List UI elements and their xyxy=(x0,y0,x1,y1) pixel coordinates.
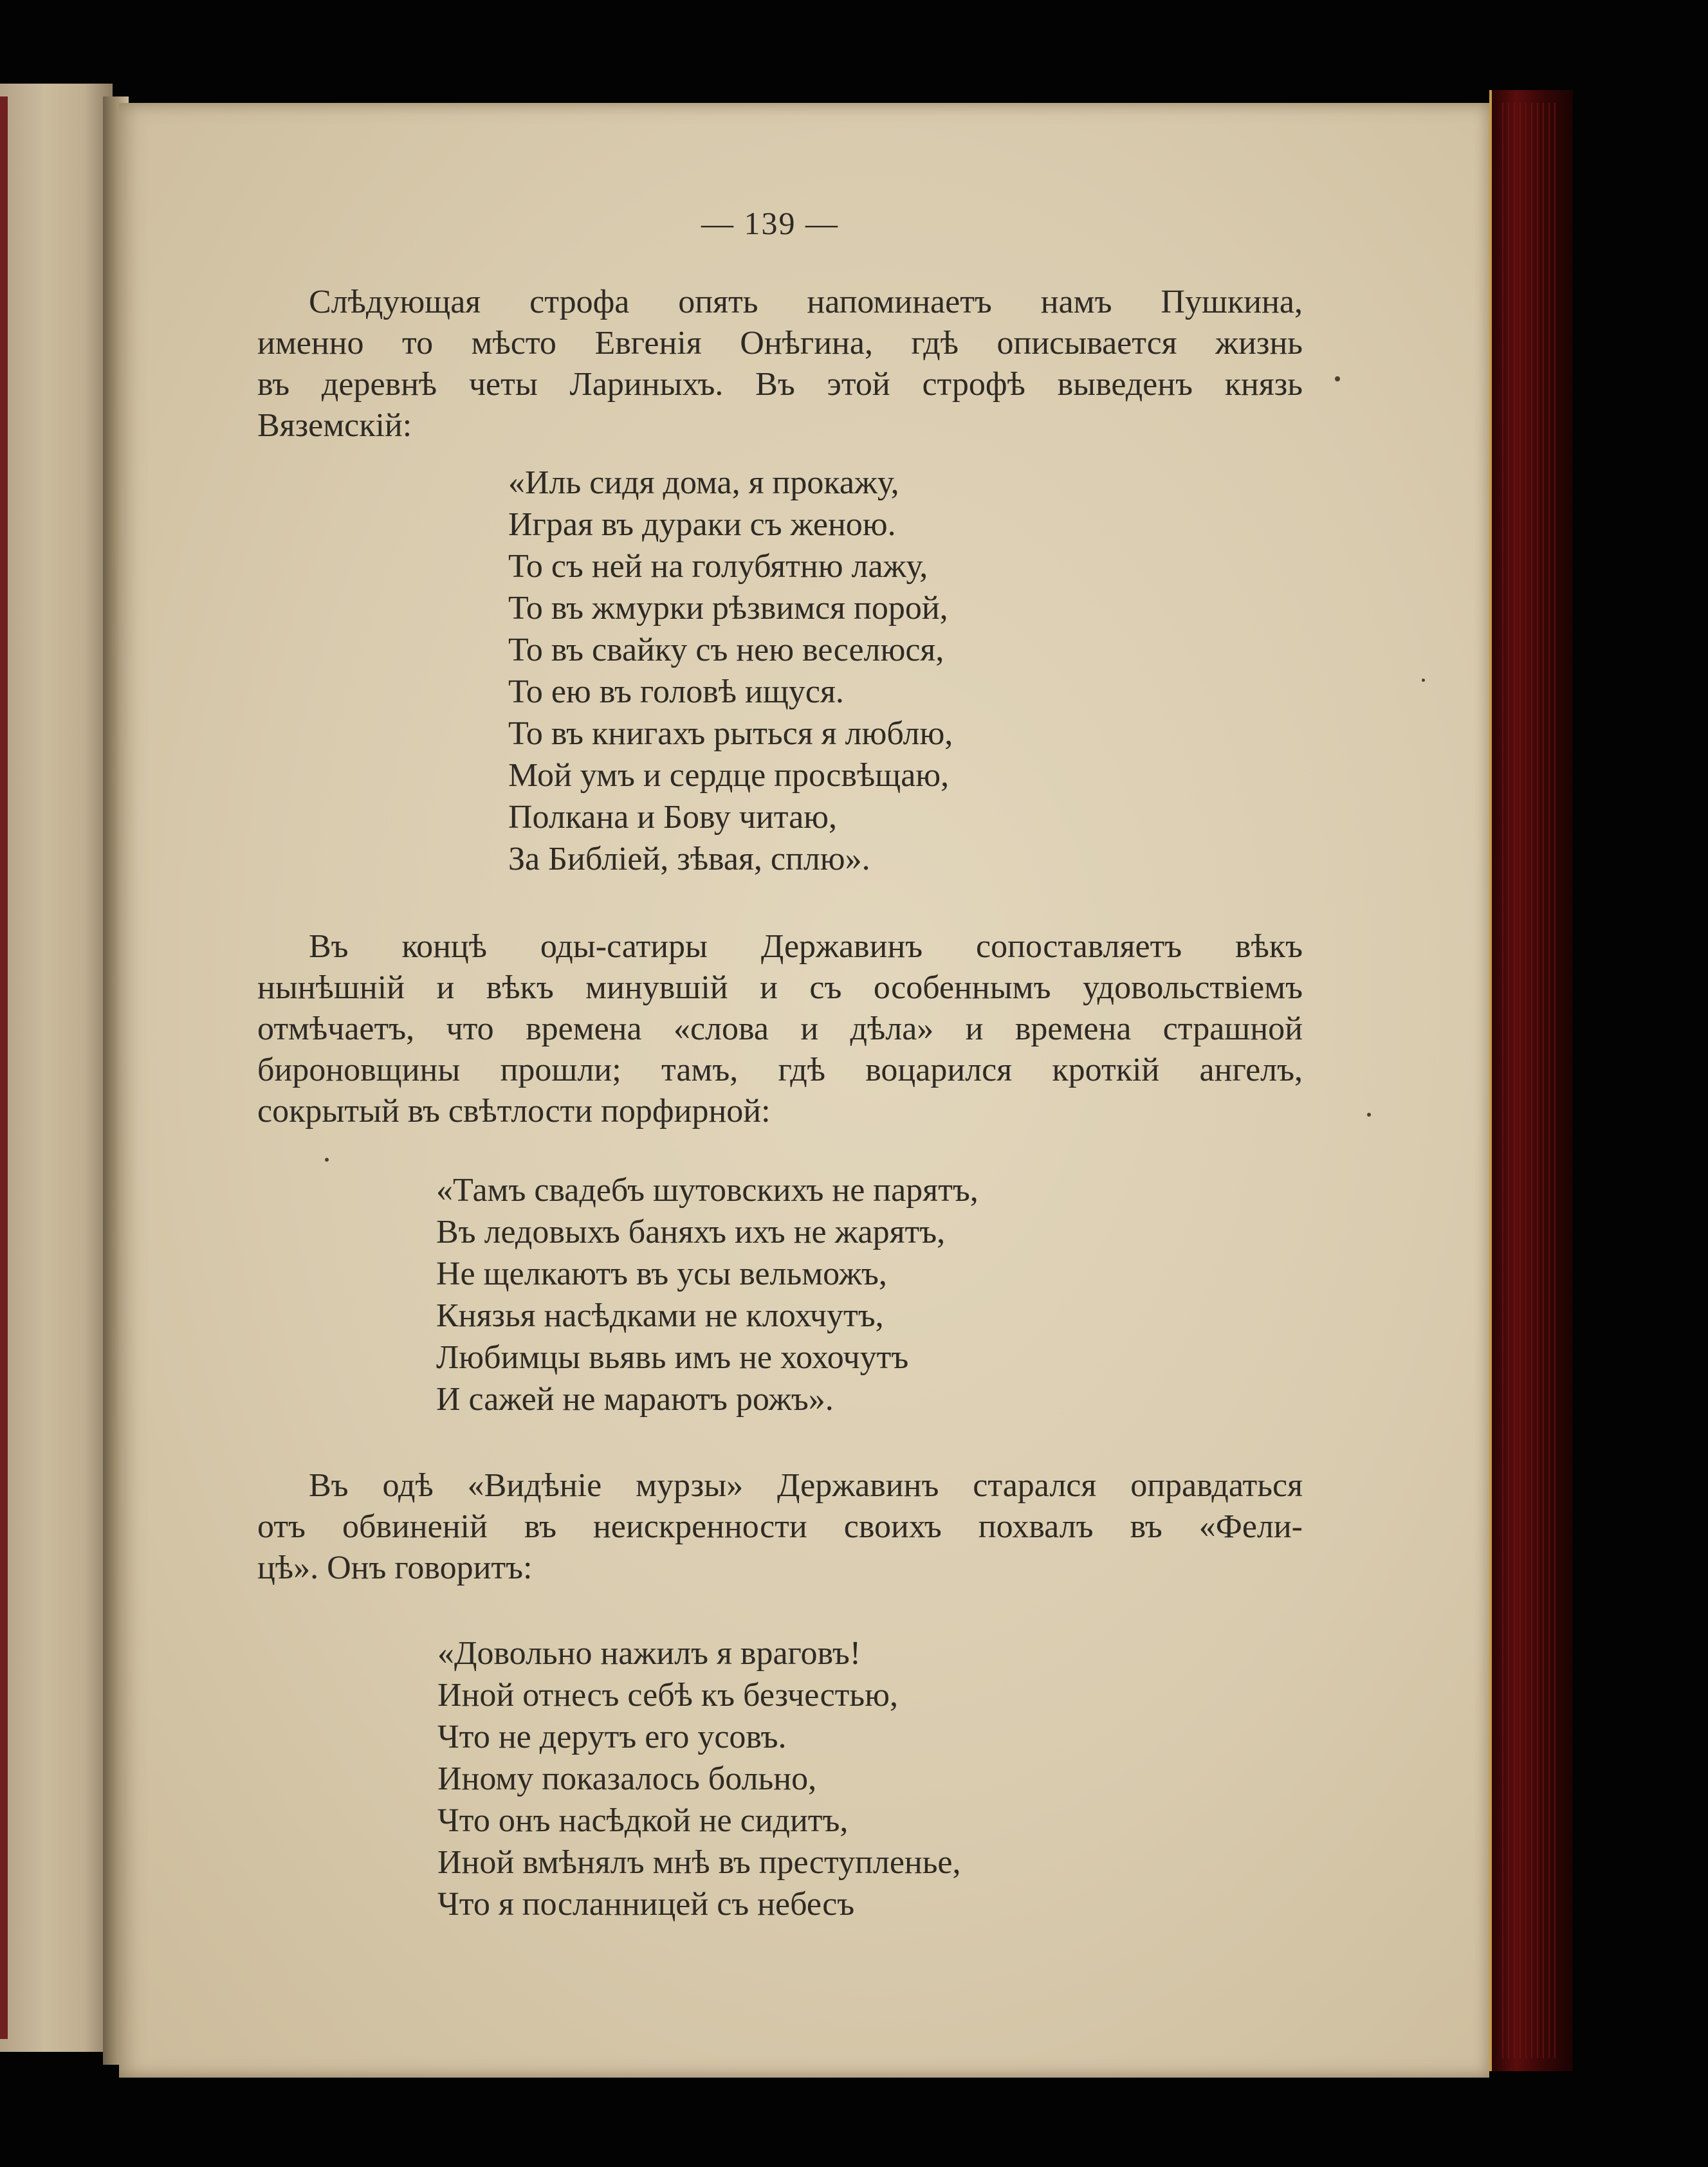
paragraph-1 xyxy=(257,282,1303,446)
verse-line: Не щелкаютъ въ усы вельможъ, xyxy=(436,1256,887,1292)
left-page-edge xyxy=(0,84,113,2052)
verse-line: Князья насѣдками не клохчутъ, xyxy=(436,1297,884,1334)
paragraph-3 xyxy=(257,1465,1303,1589)
verse-line: Любимцы вьявь имъ не хохочутъ xyxy=(436,1339,909,1376)
verse-line: Что не дерутъ его усовъ. xyxy=(437,1719,787,1755)
paragraph-line: Въ концѣ оды-сатиры Державинъ сопоставляетъ вѣкъ xyxy=(309,928,1303,965)
paper-speck xyxy=(1367,1113,1371,1117)
verse-line: «Иль сидя дома, я прокажу, xyxy=(508,464,899,501)
paragraph-line: Слѣдующая строфа опять напоминаетъ намъ Пушкина, xyxy=(309,284,1303,320)
verse-line: То въ свайку съ нею веселюся, xyxy=(508,632,944,668)
verse-line: Иной отнесъ себѣ къ безчестью, xyxy=(437,1677,898,1714)
verse-line: «Довольно нажилъ я враговъ! xyxy=(437,1635,861,1672)
verse-line: Играя въ дураки съ женою. xyxy=(508,506,896,543)
verse-line: Мой умъ и сердце просвѣщаю, xyxy=(508,757,950,794)
verse-line: «Тамъ свадебъ шутовскихъ не парятъ, xyxy=(436,1172,978,1209)
left-cover-edge xyxy=(0,96,8,2039)
verse-line: То въ книгахъ рыться я люблю, xyxy=(508,715,953,752)
paragraph-line: нынѣшній и вѣкъ минувшій и съ особеннымъ удовольствіемъ xyxy=(257,969,1303,1006)
verse-line: То въ жмурки рѣзвимся порой, xyxy=(508,590,948,626)
verse-line: Иному показалось больно, xyxy=(437,1760,817,1797)
paper-speck xyxy=(325,1158,329,1162)
paragraph-line: Вяземскій: xyxy=(257,407,412,444)
verse-line: Въ ледовыхъ баняхъ ихъ не жарятъ, xyxy=(436,1214,946,1250)
paragraph-line: въ деревнѣ четы Лариныхъ. Въ этой строфѣ выведенъ князь xyxy=(257,366,1303,403)
paper-speck xyxy=(1335,376,1340,381)
paragraph-line: Въ одѣ «Видѣніе мурзы» Державинъ старался оправдаться xyxy=(309,1467,1303,1504)
verse-line: Что я посланницей съ небесъ xyxy=(437,1886,855,1923)
verse-line: И сажей не мараютъ рожъ». xyxy=(436,1381,834,1418)
verse-block-3 xyxy=(437,1632,961,1925)
page-block-edges xyxy=(1502,103,1560,2058)
paragraph-line: именно то мѣсто Евгенія Онѣгина, гдѣ описывается жизнь xyxy=(257,325,1303,361)
paragraph-line: бироновщины прошли; тамъ, гдѣ воцарился кроткій ангелъ, xyxy=(257,1052,1303,1088)
verse-line: То съ ней на голубятню лажу, xyxy=(508,548,928,585)
paragraph-line: отмѣчаетъ, что времена «слова и дѣла» и времена страшной xyxy=(257,1010,1303,1047)
verse-block-1 xyxy=(508,462,953,880)
page-number: — 139 — xyxy=(701,205,839,241)
paper-speck xyxy=(1422,679,1425,682)
verse-block-2 xyxy=(436,1169,978,1420)
verse-line: Что онъ насѣдкой не сидитъ, xyxy=(437,1802,849,1839)
paragraph-line: отъ обвиненій въ неискренности своихъ похвалъ въ «Фели- xyxy=(257,1508,1303,1545)
verse-line: Иной вмѣнялъ мнѣ въ преступленье, xyxy=(437,1844,961,1881)
verse-line: За Библіей, зѣвая, сплю». xyxy=(508,841,870,877)
verse-line: То ею въ головѣ ищуся. xyxy=(508,673,844,710)
paragraph-line: цѣ». Онъ говоритъ: xyxy=(257,1550,533,1586)
paragraph-2 xyxy=(257,926,1303,1132)
paragraph-line: сокрытый въ свѣтлости порфирной: xyxy=(257,1093,771,1129)
verse-line: Полкана и Бову читаю, xyxy=(508,799,838,836)
